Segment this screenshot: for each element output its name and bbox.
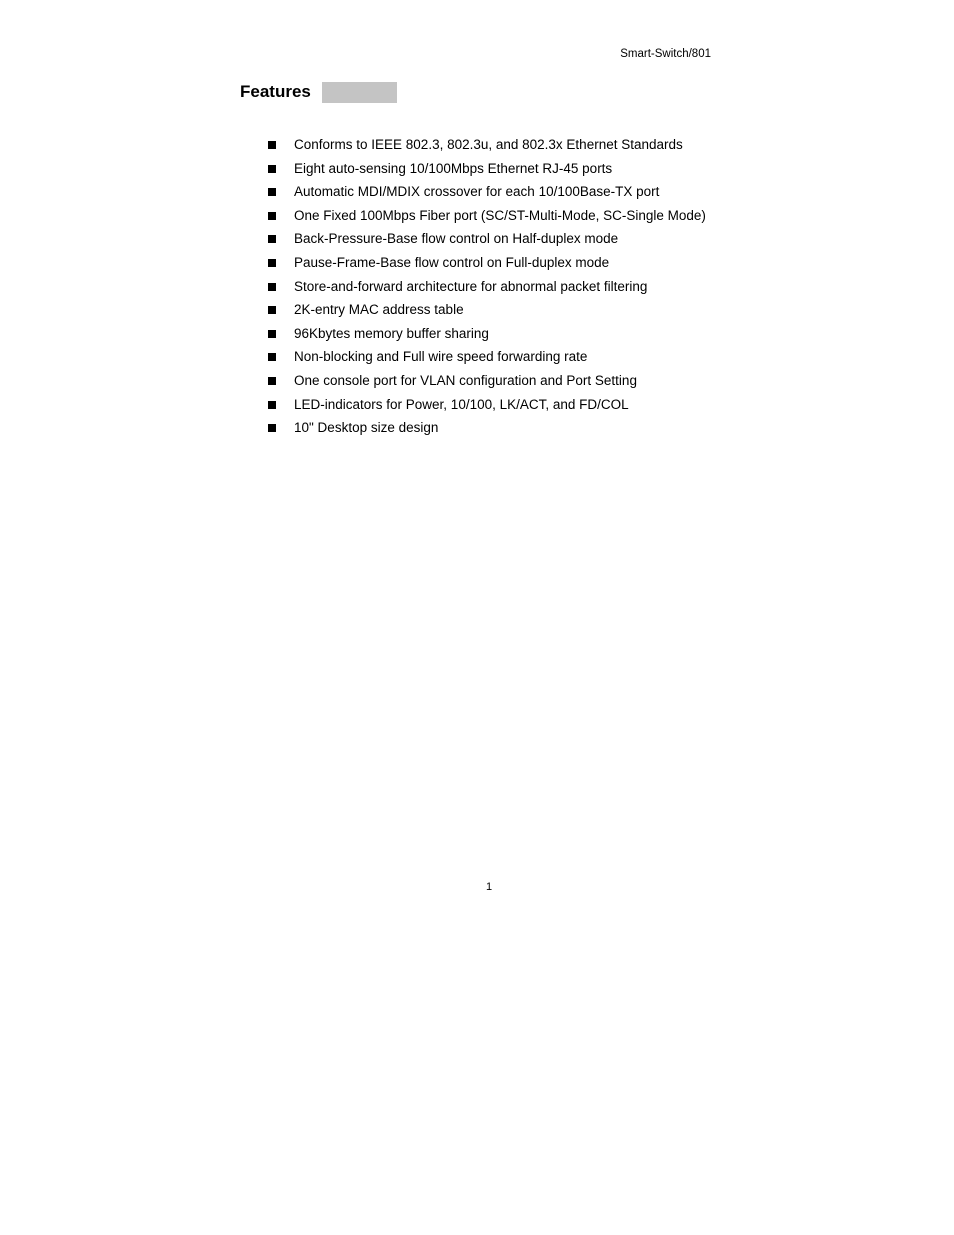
section-title: Features bbox=[240, 82, 311, 101]
feature-item bbox=[266, 204, 706, 228]
feature-text: Eight auto-sensing 10/100Mbps Ethernet RJ-45 ports bbox=[294, 160, 613, 176]
feature-text: LED-indicators for Power, 10/100, LK/ACT, and FD/COL bbox=[294, 396, 629, 412]
feature-item bbox=[266, 133, 706, 157]
feature-item bbox=[266, 157, 706, 181]
square-bullet-icon bbox=[268, 377, 276, 385]
square-bullet-icon bbox=[268, 283, 276, 291]
square-bullet-icon bbox=[268, 330, 276, 338]
feature-item bbox=[266, 416, 706, 440]
feature-text: Conforms to IEEE 802.3, 802.3u, and 802.3x Ethernet Standards bbox=[294, 137, 683, 152]
feature-text: One Fixed 100Mbps Fiber port (SC/ST-Multi-Mode, SC-Single Mode) bbox=[294, 207, 706, 223]
feature-item bbox=[266, 369, 706, 393]
heading-shade-bar bbox=[322, 82, 397, 103]
feature-text: 96Kbytes memory buffer sharing bbox=[294, 325, 489, 341]
feature-item bbox=[266, 345, 706, 369]
square-bullet-icon bbox=[268, 259, 276, 267]
feature-text: Back-Pressure-Base flow control on Half-duplex mode bbox=[294, 231, 619, 247]
square-bullet-icon bbox=[268, 188, 276, 196]
feature-text: Automatic MDI/MDIX crossover for each 10/100Base-TX port bbox=[294, 184, 660, 200]
feature-list bbox=[266, 133, 706, 440]
square-bullet-icon bbox=[268, 212, 276, 220]
feature-text: Store-and-forward architecture for abnormal packet filtering bbox=[294, 278, 648, 294]
running-header: Smart-Switch/801 bbox=[620, 48, 711, 60]
square-bullet-icon bbox=[268, 165, 276, 173]
square-bullet-icon bbox=[268, 235, 276, 243]
feature-item bbox=[266, 251, 706, 275]
square-bullet-icon bbox=[268, 306, 276, 314]
feature-text: One console port for VLAN configuration and Port Setting bbox=[294, 372, 637, 388]
page-number: 1 bbox=[485, 881, 493, 893]
feature-text: Pause-Frame-Base flow control on Full-duplex mode bbox=[294, 254, 610, 270]
feature-text: 10" Desktop size design bbox=[294, 420, 439, 436]
square-bullet-icon bbox=[268, 401, 276, 409]
square-bullet-icon bbox=[268, 353, 276, 361]
feature-item bbox=[266, 227, 706, 251]
feature-item bbox=[266, 322, 706, 346]
section-heading bbox=[240, 81, 397, 103]
square-bullet-icon bbox=[268, 141, 276, 149]
feature-item bbox=[266, 393, 706, 417]
feature-item bbox=[266, 298, 706, 322]
feature-item bbox=[266, 180, 706, 204]
feature-text: 2K-entry MAC address table bbox=[294, 302, 464, 318]
feature-text: Non-blocking and Full wire speed forwarding rate bbox=[294, 349, 588, 365]
square-bullet-icon bbox=[268, 424, 276, 432]
feature-item bbox=[266, 275, 706, 299]
